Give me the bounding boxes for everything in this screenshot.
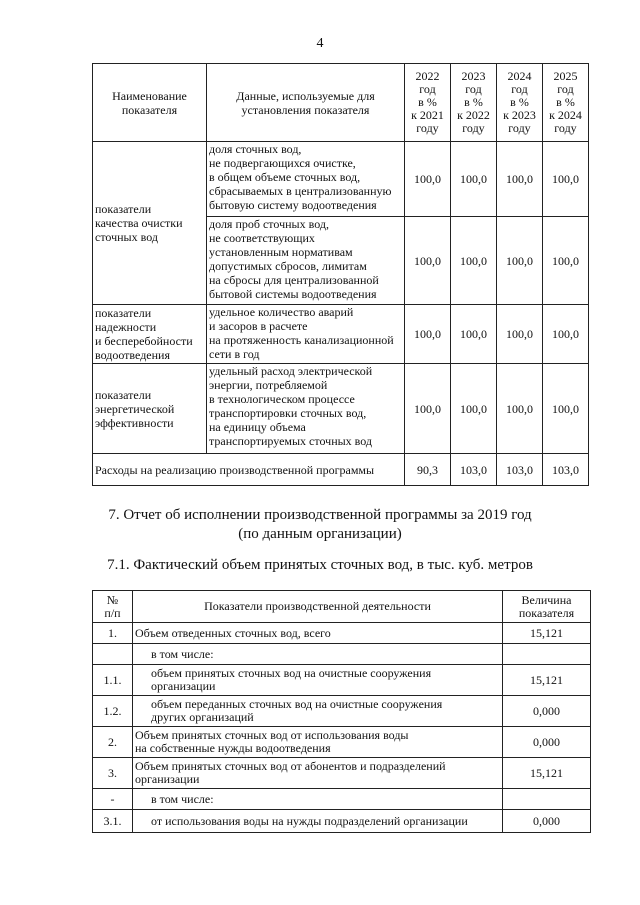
row-number: 1.1. <box>93 665 133 696</box>
description-cell: доля проб сточных вод, не соответствующих установленным нормативам допустимых сбросов, лимитам на сбросы для централизованной бытовой системы водоотведения <box>207 217 405 305</box>
description-cell: удельное количество аварий и засоров в расчете на протяженность канализационной сети в год <box>207 305 405 364</box>
header-year: 2025 год в % к 2024 году <box>543 64 589 142</box>
row-number: 3.1. <box>93 810 133 833</box>
table-row <box>93 758 591 789</box>
description-cell: удельный расход электрической энергии, потребляемой в технологическом процессе транспортировки сточных вод, на единицу объема транспортируемых сточных вод <box>207 364 405 454</box>
value-cell: 100,0 <box>543 217 589 305</box>
header-year: 2023 год в % к 2022 году <box>451 64 497 142</box>
row-name: в том числе: <box>133 789 503 810</box>
row-value: 15,121 <box>503 665 591 696</box>
row-name: от использования воды на нужды подразделений организации <box>133 810 503 833</box>
section-7-heading <box>0 506 640 544</box>
header-number: № п/п <box>93 591 133 623</box>
value-cell: 100,0 <box>405 142 451 217</box>
value-cell: 100,0 <box>497 305 543 364</box>
row-name: Объем принятых сточных вод от использования воды на собственные нужды водоотведения <box>133 727 503 758</box>
value-cell: 100,0 <box>543 364 589 454</box>
indicators-header-row <box>93 64 589 142</box>
header-data-used: Данные, используемые для установления показателя <box>207 64 405 142</box>
row-value: 0,000 <box>503 727 591 758</box>
value-cell: 100,0 <box>543 305 589 364</box>
table-row <box>93 305 589 364</box>
indicator-cell: показатели качества очистки сточных вод <box>93 142 207 305</box>
value-cell: 100,0 <box>451 142 497 217</box>
indicators-table <box>92 63 589 486</box>
row-name: Объем принятых сточных вод от абонентов и подразделений организации <box>133 758 503 789</box>
row-value: 0,000 <box>503 696 591 727</box>
row-name: объем переданных сточных вод на очистные сооружения других организаций <box>133 696 503 727</box>
value-cell: 100,0 <box>497 142 543 217</box>
value-cell: 100,0 <box>405 364 451 454</box>
value-cell: 100,0 <box>451 217 497 305</box>
value-cell: 100,0 <box>405 217 451 305</box>
indicator-cell: показатели энергетической эффективности <box>93 364 207 454</box>
value-cell: 100,0 <box>497 217 543 305</box>
header-year: 2024 год в % к 2023 году <box>497 64 543 142</box>
indicator-cell: показатели надежности и бесперебойности водоотведения <box>93 305 207 364</box>
value-cell: 100,0 <box>543 142 589 217</box>
total-label: Расходы на реализацию производственной программы <box>93 454 405 486</box>
section-7-subtitle: (по данным организации) <box>238 526 402 542</box>
table-row <box>93 142 589 217</box>
total-row <box>93 454 589 486</box>
header-activity: Показатели производственной деятельности <box>133 591 503 623</box>
value-cell: 103,0 <box>451 454 497 486</box>
table-row <box>93 810 591 833</box>
row-number: 3. <box>93 758 133 789</box>
value-cell: 103,0 <box>497 454 543 486</box>
row-number: 1. <box>93 623 133 644</box>
row-number: - <box>93 789 133 810</box>
header-value: Величина показателя <box>503 591 591 623</box>
table-row <box>93 696 591 727</box>
row-name: в том числе: <box>133 644 503 665</box>
volume-table <box>92 590 591 833</box>
value-cell: 100,0 <box>405 305 451 364</box>
volume-header-row <box>93 591 591 623</box>
row-value <box>503 789 591 810</box>
value-cell: 90,3 <box>405 454 451 486</box>
row-value: 15,121 <box>503 758 591 789</box>
table-row <box>93 789 591 810</box>
header-year: 2022 год в % к 2021 году <box>405 64 451 142</box>
row-name: Объем отведенных сточных вод, всего <box>133 623 503 644</box>
value-cell: 103,0 <box>543 454 589 486</box>
row-number: 1.2. <box>93 696 133 727</box>
header-indicator-name: Наименование показателя <box>93 64 207 142</box>
description-cell: доля сточных вод, не подвергающихся очистке, в общем объеме сточных вод, сбрасываемых в централизованную бытовую систему водоотведения <box>207 142 405 217</box>
value-cell: 100,0 <box>497 364 543 454</box>
page-number: 4 <box>316 36 324 51</box>
table-row <box>93 644 591 665</box>
table-row <box>93 665 591 696</box>
value-cell: 100,0 <box>451 364 497 454</box>
row-value: 15,121 <box>503 623 591 644</box>
row-value <box>503 644 591 665</box>
table-row <box>93 364 589 454</box>
row-number <box>93 644 133 665</box>
table-row <box>93 727 591 758</box>
section-7-1-heading: 7.1. Фактический объем принятых сточных вод, в тыс. куб. метров <box>107 557 533 573</box>
value-cell: 100,0 <box>451 305 497 364</box>
row-number: 2. <box>93 727 133 758</box>
row-value: 0,000 <box>503 810 591 833</box>
row-name: объем принятых сточных вод на очистные сооружения организации <box>133 665 503 696</box>
table-row <box>93 623 591 644</box>
section-7-title: 7. Отчет об исполнении производственной программы за 2019 год <box>108 507 532 523</box>
